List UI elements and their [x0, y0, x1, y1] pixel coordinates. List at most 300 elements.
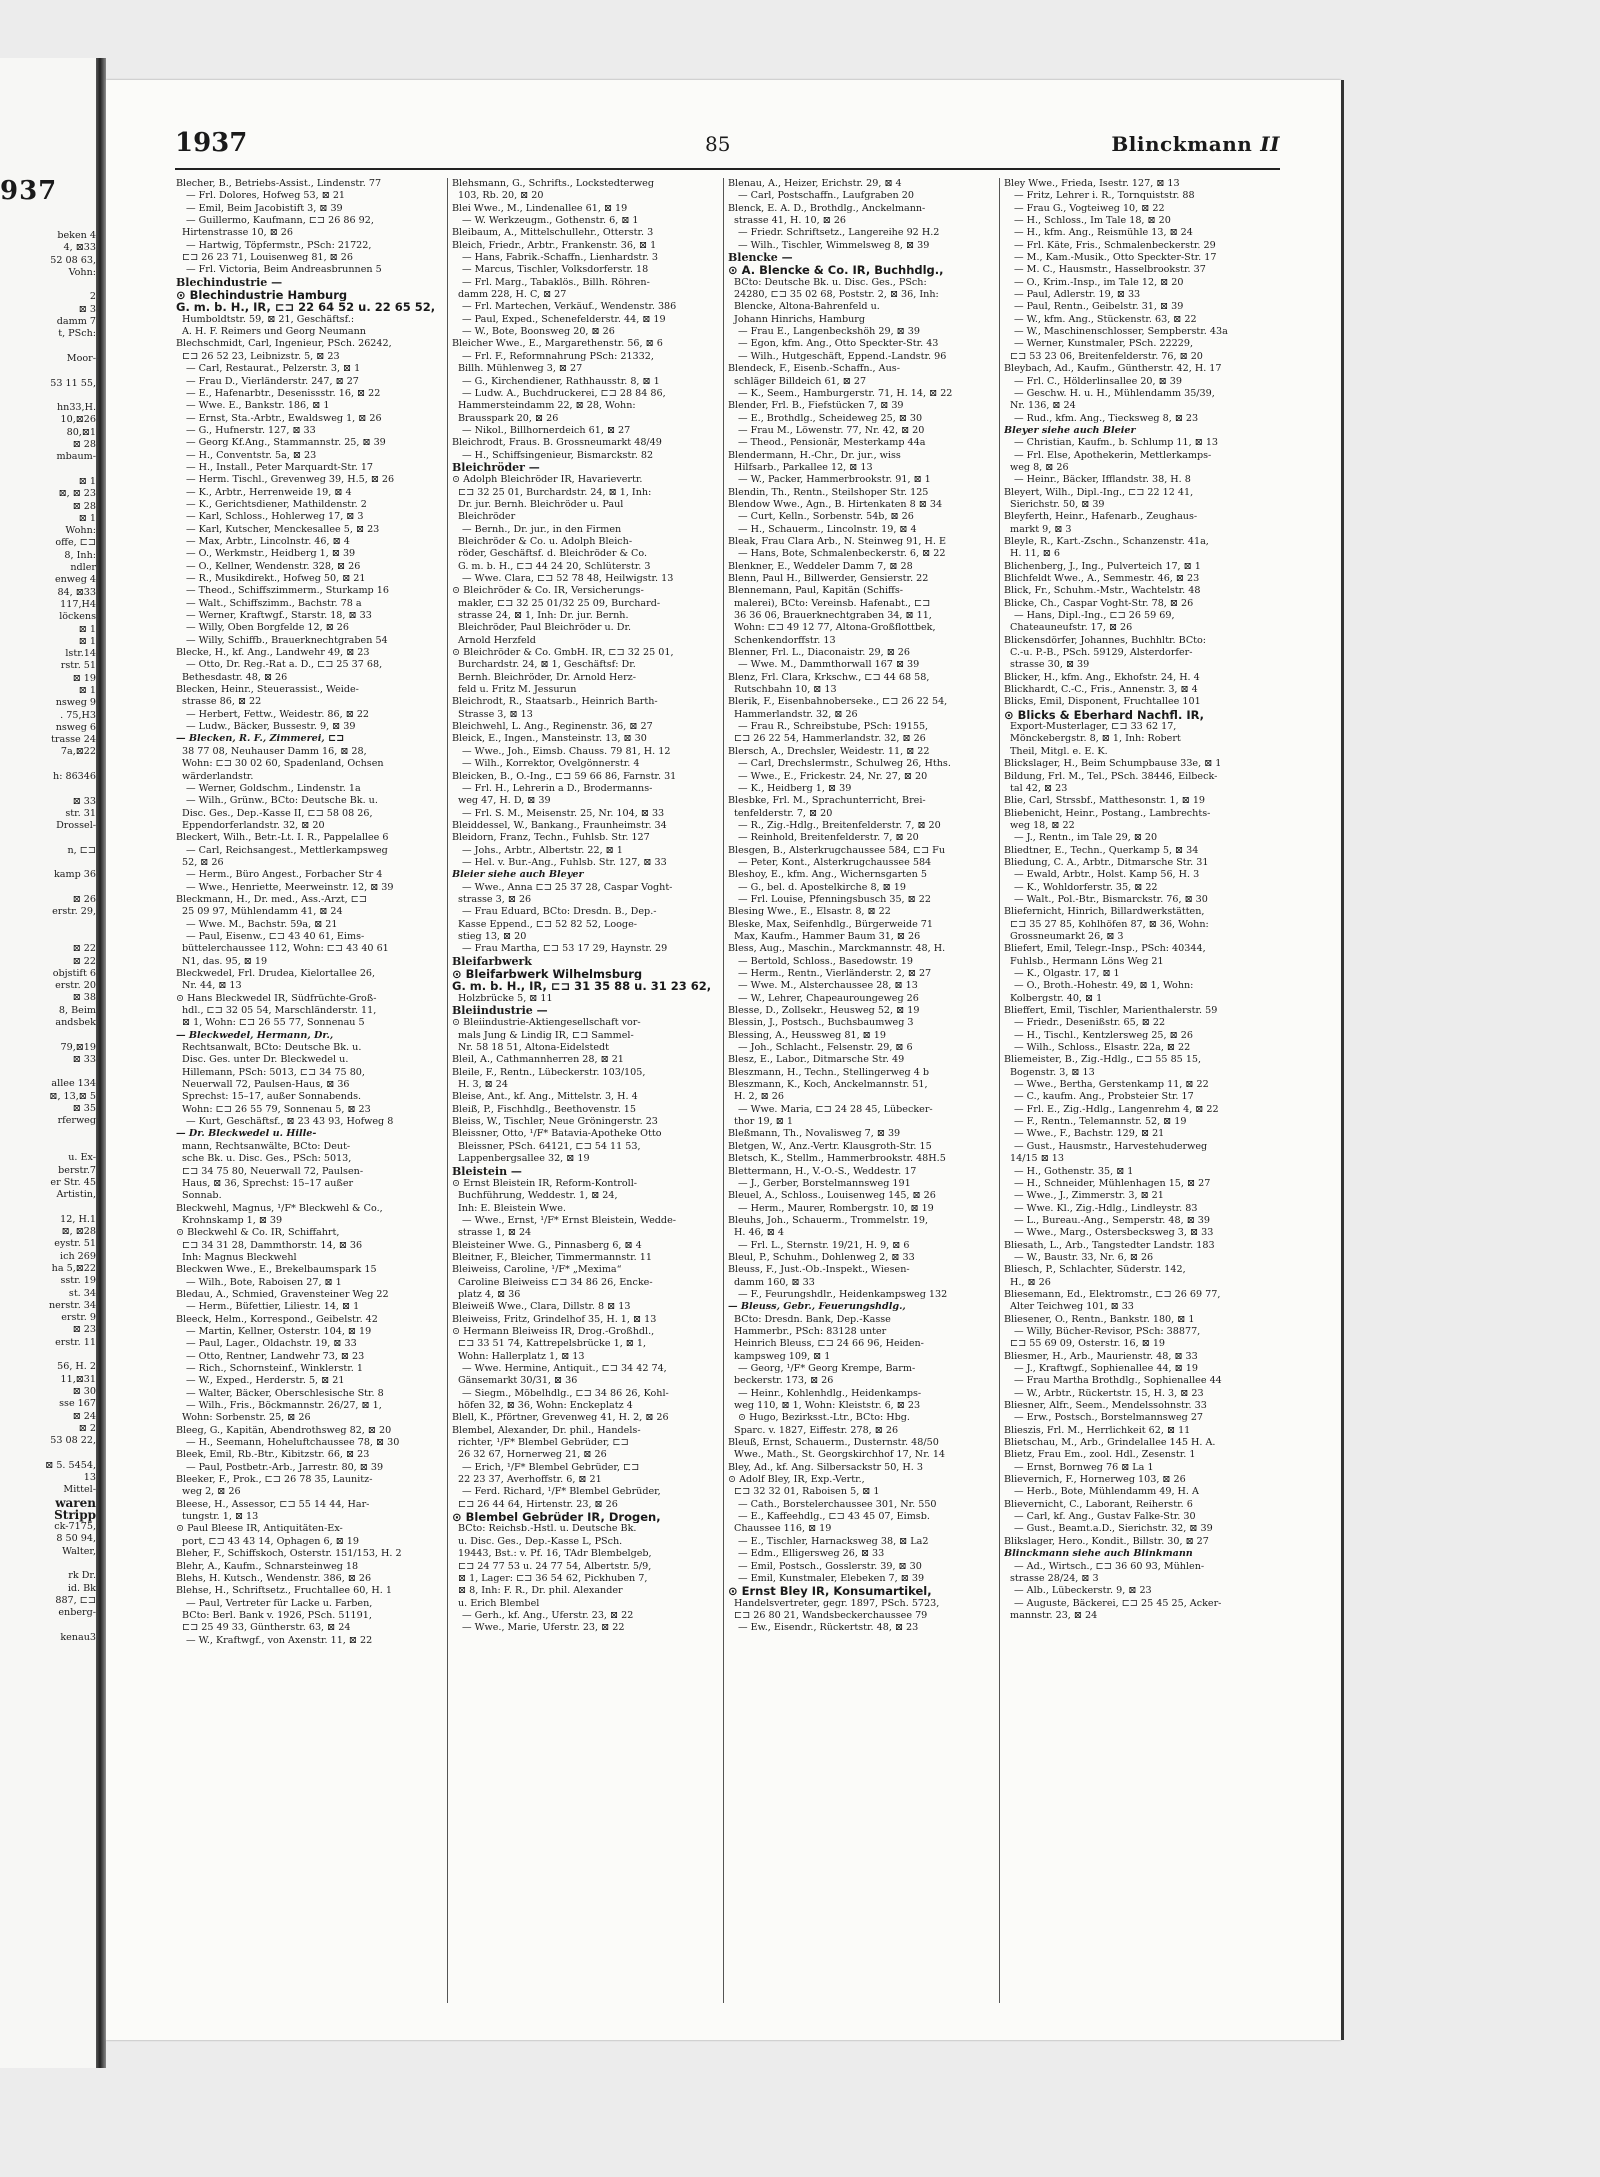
directory-entry-line: — R., Zig.-Hdlg., Breitenfelderstr. 7, ⊠ 20: [738, 819, 941, 831]
directory-entry-line: — Cath., Borstelerchaussee 301, Nr. 550: [738, 1498, 937, 1510]
directory-entry-line: — Frl. Else, Apothekerin, Mettlerkamps-: [1014, 449, 1212, 461]
facing-page-line: ⊠ 38: [72, 992, 96, 1004]
directory-entry-line: ⊙ Adolf Bley, IR, Exp.-Vertr.,: [728, 1474, 865, 1486]
directory-entry-line: Blichenberg, J., Ing., Pulverteich 17, ⊠ 1: [1004, 560, 1201, 572]
directory-entry-line: ⊠ 1, Wohn: ⊏⊐ 26 55 77, Sonnenau 5: [182, 1017, 365, 1029]
directory-entry-line: Hammerlandstr. 32, ⊠ 26: [734, 708, 858, 720]
directory-entry-line: — Rud., kfm. Ang., Tiecksweg 8, ⊠ 23: [1014, 412, 1199, 424]
facing-page-line: 84, ⊠33: [57, 586, 96, 598]
header-year: 1937: [175, 128, 248, 158]
directory-entry-line: Bliesmer, H., Arb., Maurienstr. 48, ⊠ 33: [1004, 1350, 1198, 1362]
directory-entry-line: ⊙ Paul Bleese IR, Antiquitäten-Ex-: [176, 1523, 343, 1535]
directory-entry-line: — K., Heidberg 1, ⊠ 39: [738, 782, 852, 794]
directory-entry-line: Bleisteiner Wwe. G., Pinnasberg 6, ⊠ 4: [452, 1239, 642, 1251]
directory-entry-line: Blessin, J., Postsch., Buchsbaumweg 3: [728, 1017, 914, 1029]
directory-entry-line: ⊙ Bleichröder & Co. GmbH. IR, ⊏⊐ 32 25 01,: [452, 647, 674, 659]
facing-page-line: allee 134: [51, 1078, 96, 1090]
directory-entry-line: BCto: Dresdn. Bank, Dep.-Kasse: [734, 1313, 891, 1325]
directory-entry-line: u. Erich Blembel: [458, 1597, 540, 1609]
directory-entry-line: Blikslager, Hero., Kondit., Billstr. 30, ⊠ 27: [1004, 1535, 1209, 1547]
directory-entry-line: Bleifarbwerk: [452, 955, 532, 968]
directory-entry-line: Bliefert, Emil, Telegr.-Insp., PSch: 40344,: [1004, 943, 1206, 955]
directory-entry-line: — H., Gothenstr. 35, ⊠ 1: [1014, 1165, 1134, 1177]
directory-entry-line: makler, ⊏⊐ 32 25 01/32 25 09, Burchard-: [458, 597, 661, 609]
facing-page-line: [0, 931, 96, 943]
directory-entry-line: Sparc. v. 1827, Eiffestr. 278, ⊠ 26: [734, 1424, 899, 1436]
directory-entry-line: Bleeck, Helm., Korrespond., Geibelstr. 42: [176, 1313, 378, 1325]
directory-entry-line: — Bleuss, Gebr., Feuerungshdlg.,: [728, 1301, 906, 1313]
directory-entry-line: — Frl. C., Hölderlinsallee 20, ⊠ 39: [1014, 375, 1182, 387]
facing-page-line: [0, 365, 96, 377]
directory-entry-line: weg 8, ⊠ 26: [1010, 461, 1069, 473]
directory-entry-line: weg 2, ⊠ 26: [182, 1486, 241, 1498]
directory-entry-line: — Paul, Postbetr.-Arb., Jarrestr. 80, ⊠ 39: [186, 1461, 384, 1473]
facing-page-line: rferweg: [57, 1115, 96, 1127]
directory-entry-line: — Gust., Beamt.a.D., Sierichstr. 32, ⊠ 39: [1014, 1523, 1213, 1535]
directory-entry-line: — Ferd. Richard, ¹/F* Blembel Gebrüder,: [462, 1486, 661, 1498]
directory-entry-line: Chaussee 116, ⊠ 19: [734, 1523, 832, 1535]
directory-entry-line: — Bernh., Dr. jur., in den Firmen: [462, 523, 622, 535]
directory-entry-line: port, ⊏⊐ 43 43 14, Ophagen 6, ⊠ 19: [182, 1535, 360, 1547]
directory-entry-line: Bleil, A., Cathmannherren 28, ⊠ 21: [452, 1054, 624, 1066]
directory-entry-line: strasse 30, ⊠ 39: [1010, 659, 1090, 671]
directory-entry-line: BCto: Reichsb.-Hstl. u. Deutsche Bk.: [458, 1523, 637, 1535]
directory-entry-line: — H., Schloss., Im Tale 18, ⊠ 20: [1014, 215, 1171, 227]
facing-page-line: ⊠ 33: [72, 1053, 96, 1065]
directory-entry-line: ⊙ Hugo, Bezirksst.-Ltr., BCto: Hbg.: [738, 1412, 910, 1424]
directory-entry-line: Blersch, A., Drechsler, Weidestr. 11, ⊠ 22: [728, 745, 930, 757]
directory-entry-line: Blievernich, F., Hornerweg 103, ⊠ 26: [1004, 1474, 1186, 1486]
directory-entry-line: — Curt, Kelln., Sorbenstr. 54b, ⊠ 26: [738, 511, 914, 523]
facing-page-line: [0, 783, 96, 795]
directory-entry-line: Handelsvertreter, gegr. 1897, PSch. 5723,: [734, 1597, 940, 1609]
facing-page-line: beken 4: [57, 230, 96, 241]
directory-entry-line: Johann Hinrichs, Hamburg: [734, 313, 866, 325]
facing-page-line: 8, Beim: [58, 1004, 96, 1016]
directory-entry-line: strasse 28/24, ⊠ 3: [1010, 1572, 1099, 1584]
directory-entry-line: — Willy, Oben Borgfelde 12, ⊠ 26: [186, 622, 350, 634]
directory-entry-line: — K., Arbtr., Herrenweide 19, ⊠ 4: [186, 486, 352, 498]
directory-entry-line: — Wwe., Marg., Ostersbecksweg 3, ⊠ 33: [1014, 1227, 1214, 1239]
directory-entry-line: 19443, Bst.: v. Pf. 16, TAdr Blembelgeb,: [458, 1548, 652, 1560]
facing-page-line: id. Bk: [67, 1582, 96, 1594]
directory-entry-line: — Frl. Victoria, Beim Andreasbrunnen 5: [186, 264, 382, 276]
facing-page-line: mbaum-: [56, 451, 96, 463]
directory-entry-line: ⊏⊐ 26 22 54, Hammerlandstr. 32, ⊠ 26: [734, 733, 926, 745]
directory-entry-line: — Frl. Martechen, Verkäuf., Wendenstr. 386: [462, 301, 677, 313]
facing-page-line: 13: [83, 1471, 96, 1483]
directory-entry-line: Bletgen, W., Anz.-Vertr. Klausgroth-Str. 15: [728, 1140, 932, 1152]
facing-page-line: ⊠ 35: [72, 1103, 96, 1115]
facing-page-line: kamp 36: [53, 869, 96, 881]
directory-entry-line: — H., Install., Peter Marquardt-Str. 17: [186, 461, 374, 473]
directory-entry-line: Bleuel, A., Schloss., Louisenweg 145, ⊠ 26: [728, 1190, 936, 1202]
directory-entry-line: Bletsch, K., Stellm., Hammerbrookstr. 48H.5: [728, 1153, 946, 1165]
directory-entry-line: Blenau, A., Heizer, Erichstr. 29, ⊠ 4: [728, 178, 902, 189]
directory-entry-line: — Willy, Schiffb., Brauerknechtgraben 54: [186, 634, 388, 646]
directory-entry-line: — Wwe. M., Alsterchaussee 28, ⊠ 13: [738, 980, 918, 992]
directory-entry-line: platz 4, ⊠ 36: [458, 1288, 521, 1300]
directory-entry-line: Bleiß, P., Fischhdlg., Beethovenstr. 15: [452, 1103, 637, 1115]
directory-entry-line: Blessing, A., Heussweg 81, ⊠ 19: [728, 1029, 886, 1041]
directory-entry-line: Bliebenicht, Heinr., Postang., Lambrechts-: [1004, 807, 1211, 819]
facing-page-line: 8, Inh:: [64, 549, 96, 561]
facing-page-line: ⊠ 1: [78, 635, 96, 647]
directory-entry-line: — H., Tischl., Kentzlersweg 25, ⊠ 26: [1014, 1029, 1193, 1041]
directory-entry-line: 36 36 06, Brauerknechtgraben 34, ⊠ 11,: [734, 610, 932, 622]
directory-entry-line: Nr. 136, ⊠ 24: [1010, 400, 1076, 412]
directory-entry-line: Blenkner, E., Weddeler Damm 7, ⊠ 28: [728, 560, 913, 572]
facing-page-line: andsbek: [55, 1017, 96, 1028]
directory-entry-line: Billh. Mühlenweg 3, ⊠ 27: [458, 363, 583, 375]
column-rule: [723, 178, 724, 2003]
directory-entry-line: — Karl, Kutscher, Menckesallee 5, ⊠ 23: [186, 523, 380, 535]
directory-entry-line: — K., Olgastr. 17, ⊠ 1: [1014, 968, 1120, 979]
directory-entry-line: — Wwe. M., Bachstr. 59a, ⊠ 21: [186, 918, 338, 930]
directory-entry-line: Sonnab.: [182, 1190, 222, 1202]
directory-entry-line: — Georg, ¹/F* Georg Krempe, Barm-: [738, 1363, 916, 1374]
directory-entry-line: Grossneumarkt 26, ⊠ 3: [1010, 930, 1124, 942]
book-gutter: [96, 58, 106, 2068]
directory-entry-line: Bleiweiß Wwe., Clara, Dillstr. 8 ⊠ 13: [452, 1301, 631, 1313]
directory-entry-line: feld u. Fritz M. Jessurun: [458, 684, 577, 696]
directory-entry-line: — H., Conventstr. 5a, ⊠ 23: [186, 449, 317, 461]
facing-page-line: erstr. 29,: [52, 906, 96, 918]
directory-entry-line: — Wwe., F., Bachstr. 129, ⊠ 21: [1014, 1128, 1165, 1140]
directory-entry-line: Hirtenstrasse 10, ⊠ 26: [182, 227, 293, 239]
directory-entry-line: — Marcus, Tischler, Volksdorferstr. 18: [462, 264, 649, 276]
directory-entry-line: Bliesner, Alfr., Seem., Mendelssohnstr. 33: [1004, 1400, 1207, 1412]
directory-entry-line: N1, das. 95, ⊠ 19: [182, 955, 268, 967]
directory-entry-line: Caroline Bleiweiss ⊏⊐ 34 86 26, Encke-: [458, 1276, 653, 1288]
directory-entry-line: — Auguste, Bäckerei, ⊏⊐ 25 45 25, Acker-: [1014, 1597, 1222, 1609]
directory-entry-line: — Emil, Beim Jacobistift 3, ⊠ 39: [186, 202, 343, 214]
directory-entry-line: Bleiweiss, Caroline, ¹/F* „Mexima“: [452, 1264, 622, 1276]
facing-page-line: eystr. 51: [54, 1238, 96, 1250]
directory-entry-line: — F., Rentn., Telemannstr. 52, ⊠ 19: [1014, 1116, 1187, 1128]
directory-entry-line: — Carl, Drechslermstr., Schulweg 26, Hths.: [738, 758, 951, 770]
directory-entry-line: — W., Exped., Herderstr. 5, ⊠ 21: [186, 1375, 345, 1387]
directory-entry-line: 24280, ⊏⊐ 35 02 68, Poststr. 2, ⊠ 36, Inh:: [734, 289, 939, 301]
facing-page-line: erstr. 20: [55, 980, 96, 992]
facing-page-line: ⊠ 1: [78, 684, 96, 696]
directory-entry-line: Blesbke, Frl. M., Sprachunterricht, Brei-: [728, 795, 926, 807]
directory-entry-line: Bleistein —: [452, 1165, 522, 1178]
directory-entry-line: Blehsmann, G., Schrifts., Lockstedterweg: [452, 178, 654, 189]
directory-entry-line: — Frl. F., Reformnahrung PSch: 21332,: [462, 350, 654, 362]
directory-entry-line: Bleyert, Wilh., Dipl.-Ing., ⊏⊐ 22 12 41,: [1004, 486, 1194, 498]
directory-entry-line: — Wwe. Hermine, Antiquit., ⊏⊐ 34 42 74,: [462, 1363, 667, 1374]
directory-entry-line: Nr. 58 18 51, Altona-Eidelstedt: [458, 1042, 610, 1054]
directory-entry-line: Bleidorn, Franz, Techn., Fuhlsb. Str. 127: [452, 832, 650, 844]
directory-entry-line: — Frau R., Schreibstube, PSch: 19155,: [738, 721, 929, 733]
directory-entry-line: — Herm. Tischl., Grevenweg 39, H.5, ⊠ 26: [186, 474, 395, 486]
facing-page-line: [0, 759, 96, 771]
directory-entry-line: Bogenstr. 3, ⊠ 13: [1010, 1066, 1095, 1078]
directory-entry-line: Neuerwall 72, Paulsen-Haus, ⊠ 36: [182, 1079, 350, 1091]
directory-entry-line: Blieszis, Frl. M., Herrlichkeit 62, ⊠ 11: [1004, 1424, 1191, 1436]
directory-entry-line: ⊏⊐ 32 25 01, Burchardstr. 24, ⊠ 1, Inh:: [458, 486, 652, 498]
facing-page-line: ich 269: [60, 1250, 96, 1262]
directory-entry-line: — Johs., Arbtr., Albertstr. 22, ⊠ 1: [462, 844, 623, 856]
column-1: [176, 178, 444, 2013]
directory-entry-line: — Alb., Lübeckerstr. 9, ⊠ 23: [1014, 1585, 1152, 1597]
directory-entry-line: Blencke, Altona-Bahrenfeld u.: [734, 301, 880, 313]
directory-entry-line: G. m. b. H., IR, ⊏⊐ 31 35 88 u. 31 23 62,: [452, 980, 712, 993]
directory-entry-line: — K., Gerichtsdiener, Mathildenstr. 2: [186, 498, 367, 510]
directory-entry-line: — J., Gerber, Borstelmannsweg 191: [738, 1177, 911, 1189]
facing-page-line: ⊠ 23: [72, 1324, 96, 1336]
facing-page-line: 2: [89, 291, 96, 303]
directory-entry-line: — W., kfm. Ang., Stückenstr. 63, ⊠ 22: [1014, 313, 1197, 325]
directory-entry-line: Humboldtstr. 59, ⊠ 21, Geschäftsf.:: [182, 313, 355, 325]
directory-entry-line: Eppendorferlandstr. 32, ⊠ 20: [182, 819, 325, 831]
directory-entry-line: — Wwe., E., Frickestr. 24, Nr. 27, ⊠ 20: [738, 770, 928, 782]
directory-entry-line: — Nikol., Billhornerdeich 61, ⊠ 27: [462, 424, 631, 436]
directory-entry-line: Bleyle, R., Kart.-Zschn., Schanzenstr. 41a,: [1004, 535, 1209, 547]
directory-entry-line: Wohn: ⊏⊐ 26 55 79, Sonnenau 5, ⊠ 23: [182, 1103, 371, 1115]
directory-entry-line: Bleak, Frau Clara Arb., N. Steinweg 91, H. E: [728, 535, 946, 547]
directory-entry-line: — E., Brothdlg., Scheideweg 25, ⊠ 30: [738, 412, 923, 424]
directory-entry-line: Bliefernicht, Hinrich, Billardwerkstätten,: [1004, 906, 1205, 918]
facing-page-line: 7a,⊠22: [60, 746, 96, 758]
directory-entry-line: — Ad., Wirtsch., ⊏⊐ 36 60 93, Mühlen-: [1014, 1560, 1205, 1572]
directory-entry-line: — R., Musikdirekt., Hofweg 50, ⊠ 21: [186, 573, 366, 584]
directory-entry-line: Blender, Frl. B., Fiefstücken 7, ⊠ 39: [728, 400, 904, 412]
directory-entry-line: Blecken, Heinr., Steuerassist., Weide-: [176, 684, 359, 696]
directory-entry-line: Bleckwedel, Frl. Drudea, Kielortallee 26,: [176, 968, 376, 979]
directory-entry-line: — L., Bureau.-Ang., Semperstr. 48, ⊠ 39: [1014, 1214, 1211, 1226]
column-4: [1004, 178, 1272, 2013]
directory-entry-line: C.-u. P.-B., PSch. 59129, Alsterdorfer-: [1010, 647, 1193, 659]
directory-entry-line: wärderlandstr.: [182, 770, 254, 782]
directory-entry-line: — Frl. Louise, Pfenningsbusch 35, ⊠ 22: [738, 893, 931, 905]
facing-page-line: n, ⊏⊐: [67, 844, 96, 856]
directory-entry-line: — Hans, Bote, Schmalenbeckerstr. 6, ⊠ 22: [738, 548, 946, 560]
directory-entry-line: Bleissner, Otto, ¹/F* Batavia-Apotheke Otto: [452, 1128, 662, 1140]
column-rule: [999, 178, 1000, 2003]
facing-page-line: Mittel-: [63, 1484, 96, 1496]
directory-entry-line: Kasse Eppend., ⊏⊐ 52 82 52, Looge-: [458, 918, 637, 930]
facing-page-line: damm 7: [56, 316, 96, 328]
directory-entry-line: Blie, Carl, Strssbf., Matthesonstr. 1, ⊠ 19: [1004, 795, 1206, 807]
directory-entry-line: Blehr, A., Kaufm., Schnarsteinweg 18: [176, 1560, 359, 1572]
facing-page-line: waren: [55, 1495, 96, 1510]
directory-entry-line: ⊙ Hermann Bleiweiss IR, Drog.-Großhdl.,: [452, 1325, 655, 1337]
directory-entry-line: — Geschw. H. u. H., Mühlendamm 35/39,: [1014, 387, 1215, 399]
directory-entry-line: ⊏⊐ 24 77 53 u. 24 77 54, Albertstr. 5/9,: [458, 1560, 652, 1572]
facing-page-line: 80,⊠1: [66, 426, 96, 438]
directory-entry-line: — W., Baustr. 33, Nr. 6, ⊠ 26: [1014, 1251, 1154, 1263]
facing-page-line: 53 11 55,: [50, 377, 96, 389]
column-3: [728, 178, 996, 2013]
directory-entry-line: — Hel. v. Bur.-Ang., Fuhlsb. Str. 127, ⊠ 33: [462, 856, 667, 868]
directory-entry-line: — Werner, Goldschm., Lindenstr. 1a: [186, 782, 361, 794]
directory-entry-line: — Carl, Restaurat., Pelzerstr. 3, ⊠ 1: [186, 363, 361, 375]
facing-page-line: [0, 1620, 96, 1632]
facing-page-line: Stripp: [54, 1507, 96, 1522]
directory-entry-line: — Ernst, Bornweg 76 ⊠ La 1: [1014, 1461, 1154, 1473]
directory-entry-line: ⊏⊐ 33 51 74, Kattrepelsbrücke 1, ⊠ 1,: [458, 1338, 647, 1350]
directory-entry-line: Bleul, P., Schuhm., Dohlenweg 2, ⊠ 33: [728, 1251, 915, 1263]
directory-entry-line: — Wwe., Henriette, Meerweinstr. 12, ⊠ 39: [186, 881, 394, 893]
directory-entry-line: — C., kaufm. Ang., Probsteier Str. 17: [1014, 1091, 1194, 1103]
directory-entry-line: Blesz, E., Labor., Ditmarsche Str. 49: [728, 1054, 905, 1066]
directory-entry-line: Bley Wwe., Frieda, Isestr. 127, ⊠ 13: [1004, 178, 1180, 189]
directory-entry-line: Bleicken, B., O.-Ing., ⊏⊐ 59 66 86, Farnstr. 31: [452, 770, 677, 782]
directory-entry-line: — Friedr., Desenißstr. 65, ⊠ 22: [1014, 1017, 1166, 1029]
directory-entry-line: Burchardstr. 24, ⊠ 1, Geschäftsf: Dr.: [458, 659, 636, 671]
directory-entry-line: A. H. F. Reimers und Georg Neumann: [182, 326, 366, 338]
directory-entry-line: ⊏⊐ 34 75 80, Neuerwall 72, Paulsen-: [182, 1165, 364, 1177]
directory-entry-line: Blehs, H. Kutsch., Wendenstr. 386, ⊠ 26: [176, 1572, 372, 1584]
facing-page-line: sse 167: [59, 1398, 96, 1410]
directory-entry-line: — O., Broth.-Hohestr. 49, ⊠ 1, Wohn:: [1014, 980, 1194, 992]
directory-entry-line: Bildung, Frl. M., Tel., PSch. 38446, Eilbeck-: [1004, 770, 1218, 782]
directory-entry-line: Sprechst: 15–17, außer Sonnabends.: [182, 1091, 362, 1103]
facing-page-line: [0, 1128, 96, 1140]
directory-entry-line: Blickslager, H., Beim Schumpbause 33e, ⊠ 1: [1004, 758, 1222, 770]
directory-entry-line: Blesing Wwe., E., Elsastr. 8, ⊠ 22: [728, 906, 891, 918]
directory-entry-line: — Ludw. A., Buchdruckerei, ⊏⊐ 28 84 86,: [462, 387, 666, 399]
facing-page-line: ⊠ 1: [78, 512, 96, 524]
directory-entry-line: Bleichröder —: [452, 461, 540, 474]
directory-entry-line: Bernh. Bleichröder, Dr. Arnold Herz-: [458, 671, 636, 683]
directory-entry-line: — Ew., Eisendr., Rückertstr. 48, ⊠ 23: [738, 1622, 919, 1634]
directory-entry-line: — Wwe., Joh., Eimsb. Chauss. 79 81, H. 12: [462, 745, 671, 757]
directory-entry-line: Bleise, Ant., kf. Ang., Mittelstr. 3, H. 4: [452, 1091, 638, 1103]
directory-entry-line: — Theod., Pensionär, Mesterkamp 44a: [738, 437, 926, 449]
directory-entry-line: Blenz, Frl. Clara, Krkschw., ⊏⊐ 44 68 58,: [728, 671, 930, 683]
directory-entry-line: Bleybach, Ad., Kaufm., Güntherstr. 42, H. 17: [1004, 363, 1222, 375]
directory-entry-line: — J., Kraftwgf., Sophienallee 44, ⊠ 19: [1014, 1363, 1198, 1374]
directory-entry-line: Bliesath, L., Arb., Tangstedter Landstr. 183: [1004, 1239, 1215, 1251]
directory-entry-line: ⊙ Bleiindustrie-Aktiengesellschaft vor-: [452, 1017, 641, 1029]
directory-entry-line: Bleuhs, Joh., Schauerm., Trommelstr. 19,: [728, 1214, 929, 1226]
facing-page-line: ⊠ 28: [72, 439, 96, 451]
facing-page-line: 11,⊠31: [60, 1373, 96, 1385]
directory-entry-line: Bleckmann, H., Dr. med., Ass.-Arzt, ⊏⊐: [176, 893, 367, 905]
directory-entry-line: Blietschau, M., Arb., Grindelallee 145 H. A.: [1004, 1437, 1216, 1449]
directory-entry-line: — Herm., Büfettier, Liliestr. 14, ⊠ 1: [186, 1301, 360, 1313]
directory-entry-line: Bleyferth, Heinr., Hafenarb., Zeughaus-: [1004, 511, 1198, 523]
directory-entry-line: — Herm., Büro Angest., Forbacher Str 4: [186, 869, 383, 881]
directory-entry-line: — H., Seemann, Hoheluftchaussee 78, ⊠ 30: [186, 1437, 400, 1449]
directory-entry-line: Mönckebergstr. 8, ⊠ 1, Inh: Robert: [1010, 733, 1181, 745]
directory-entry-line: ⊙ Ernst Bley IR, Konsumartikel,: [728, 1585, 932, 1598]
directory-entry-line: — Siegm., Möbelhdlg., ⊏⊐ 34 86 26, Kohl-: [462, 1387, 669, 1399]
directory-entry-line: — Carl, Postschaffn., Laufgraben 20: [738, 190, 914, 202]
facing-page-line: ⊠ 22: [72, 955, 96, 967]
facing-page-line: objstift 6: [52, 967, 96, 979]
facing-page-line: er Str. 45: [50, 1176, 96, 1188]
facing-page-line: lstr.14: [65, 648, 96, 660]
directory-entry-line: Blieffert, Emil, Tischler, Marienthalerstr. 59: [1004, 1005, 1218, 1017]
facing-page-line: ck-7175,: [54, 1521, 96, 1533]
facing-page-line: ⊠ 1: [78, 475, 96, 487]
directory-entry-line: — Frl. S. M., Meisenstr. 25, Nr. 104, ⊠ 33: [462, 807, 665, 819]
directory-entry-line: H., ⊠ 26: [1010, 1276, 1051, 1288]
directory-entry-line: Bleßmann, Th., Novalisweg 7, ⊠ 39: [728, 1128, 901, 1140]
facing-page-line: sstr. 19: [60, 1275, 96, 1287]
directory-entry-line: — Kurt, Geschäftsf., ⊠ 23 43 93, Hofweg 8: [186, 1116, 394, 1128]
directory-entry-line: — Paul, Lager., Oldachstr. 19, ⊠ 33: [186, 1338, 357, 1350]
directory-entry-line: — Bertold, Schloss., Basedowstr. 19: [738, 955, 913, 967]
directory-entry-line: — Egon, kfm. Ang., Otto Speckter-Str. 43: [738, 338, 939, 350]
directory-entry-line: 22 23 37, Averhoffstr. 6, ⊠ 21: [458, 1474, 602, 1486]
directory-entry-line: markt 9, ⊠ 3: [1010, 523, 1072, 535]
directory-entry-line: — Emil, Kunstmaler, Elebeken 7, ⊠ 39: [738, 1572, 925, 1584]
directory-entry-line: — K., Seem., Hamburgerstr. 71, H. 14, ⊠ 22: [738, 387, 953, 399]
directory-entry-line: — Wwe. Clara, ⊏⊐ 52 78 48, Heilwigstr. 13: [462, 573, 674, 584]
directory-entry-line: Blievernicht, C., Laborant, Reiherstr. 6: [1004, 1498, 1193, 1510]
directory-entry-line: Dr. jur. Bernh. Bleichröder u. Paul: [458, 498, 624, 510]
directory-entry-line: strasse 3, ⊠ 26: [458, 893, 532, 905]
directory-entry-line: — Herm., Rentn., Vierländerstr. 2, ⊠ 27: [738, 968, 932, 979]
facing-page-line: h: 86346: [53, 771, 96, 783]
directory-entry-line: Wohn: Sorbenstr. 25, ⊠ 26: [182, 1412, 311, 1424]
directory-entry-line: Blendeck, F., Eisenb.-Schaffn., Aus-: [728, 363, 900, 375]
facing-page-line: enweg 4: [54, 574, 96, 586]
directory-entry-line: — Emil, Postsch., Gosslerstr. 39, ⊠ 30: [738, 1560, 922, 1572]
directory-entry-line: Blechschmidt, Carl, Ingenieur, PSch. 26242,: [176, 338, 392, 350]
directory-entry-line: — Wwe., Marie, Uferstr. 23, ⊠ 22: [462, 1622, 625, 1634]
directory-entry-line: Chateauneufstr. 17, ⊠ 26: [1010, 622, 1133, 634]
facing-page-line: 4, ⊠33: [63, 242, 96, 254]
directory-entry-line: Bleuss, F., Just.-Ob.-Inspekt., Wiesen-: [728, 1264, 910, 1276]
directory-entry-line: damm 160, ⊠ 33: [734, 1276, 815, 1288]
page-header: [175, 128, 1280, 170]
directory-entry-line: mannstr. 23, ⊠ 24: [1010, 1609, 1098, 1621]
directory-entry-line: Rechtsanwalt, BCto: Deutsche Bk. u.: [182, 1042, 362, 1054]
directory-entry-line: strasse 41, H. 10, ⊠ 26: [734, 215, 847, 227]
directory-entry-line: Heinrich Bleuss, ⊏⊐ 24 66 96, Heiden-: [734, 1338, 924, 1350]
directory-entry-line: höfen 32, ⊠ 36, Wohn: Enckeplatz 4: [458, 1400, 633, 1412]
directory-entry-line: Blendermann, H.-Chr., Dr. jur., wiss: [728, 449, 901, 461]
directory-entry-line: — Wwe., Ernst, ¹/F* Ernst Bleistein, Wedde-: [462, 1214, 676, 1226]
directory-entry-line: — W., Lehrer, Chapeauroungeweg 26: [738, 992, 919, 1004]
directory-entry-line: Bley, Ad., kf. Ang. Silbersackstr 50, H. 3: [728, 1461, 923, 1473]
directory-entry-line: H. 11, ⊠ 6: [1010, 548, 1060, 560]
running-head-name: Blinckmann: [1111, 132, 1253, 156]
facing-page-line: ⊠ 28: [72, 500, 96, 512]
directory-entry-line: — Frl. H., Lehrerin a D., Brodermanns-: [462, 782, 653, 794]
directory-entry-line: büttelerchaussee 112, Wohn: ⊏⊐ 43 40 61: [182, 943, 389, 955]
directory-entry-line: — Frau Martha, ⊏⊐ 53 17 29, Haynstr. 29: [462, 943, 668, 955]
directory-entry-line: — Wwe., Anna ⊏⊐ 25 37 28, Caspar Voght-: [462, 881, 673, 893]
facing-page-line: ⊠ 19: [72, 672, 96, 684]
directory-entry-line: — G., Hufnerstr. 127, ⊠ 33: [186, 424, 316, 436]
facing-page-line: 887, ⊏⊐: [55, 1594, 96, 1606]
directory-entry-line: ⊏⊐ 55 69 09, Osterstr. 16, ⊠ 19: [1010, 1338, 1166, 1350]
directory-entry-line: Bleshoy, E., kfm. Ang., Wichernsgarten 5: [728, 869, 928, 881]
directory-entry-line: — Georg Kf.Ang., Stammannstr. 25, ⊠ 39: [186, 437, 386, 449]
facing-page-line: str. 31: [65, 807, 96, 819]
directory-entry-line: — Otto, Dr. Reg.-Rat a. D., ⊏⊐ 25 37 68,: [186, 659, 383, 671]
facing-page-line: ⊠ 1: [78, 623, 96, 635]
directory-entry-line: Inh: Magnus Bleckwehl: [182, 1251, 297, 1263]
directory-entry-line: — Theod., Schiffszimmerm., Sturkamp 16: [186, 585, 389, 597]
facing-page-line: 10,⊠26: [60, 414, 96, 426]
facing-page-line: [0, 1066, 96, 1078]
directory-entry-line: u. Disc. Ges., Dep.-Kasse L, PSch.: [458, 1535, 623, 1547]
facing-page-line: rk Dr.: [68, 1570, 96, 1582]
directory-entry-line: — Frau D., Vierländerstr. 247, ⊠ 27: [186, 375, 359, 387]
directory-entry-line: — O., Krim.-Insp., im Tale 12, ⊠ 20: [1014, 276, 1184, 288]
facing-page-line: erstr. 9: [61, 1312, 96, 1324]
directory-entry-line: — Wwe. Kl., Zig.-Hdlg., Lindleystr. 83: [1014, 1202, 1198, 1214]
directory-entry-line: — Wwe. E., Bankstr. 186, ⊠ 1: [186, 400, 330, 412]
